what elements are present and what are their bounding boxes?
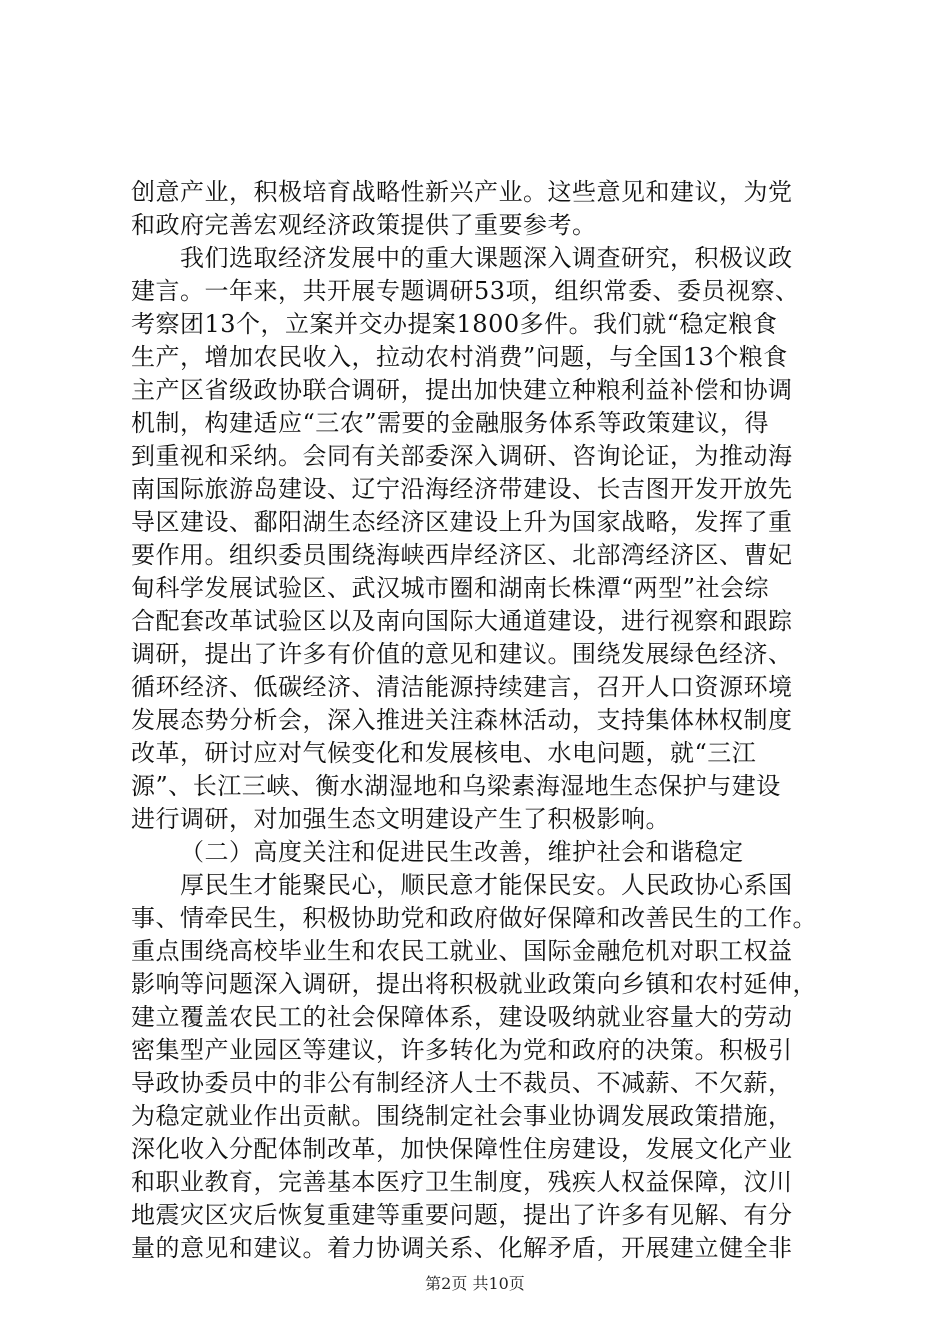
- section-heading: （二）高度关注和促进民生改善，维护社会和谐稳定: [180, 838, 744, 866]
- text-line: 深化收入分配体制改革，加快保障性住房建设，发展文化产业: [131, 1135, 793, 1163]
- text-line: 循环经济、低碳经济、清洁能源持续建言，召开人口资源环境: [131, 673, 793, 701]
- text-line: 合配套改革试验区以及南向国际大通道建设，进行视察和跟踪: [131, 607, 793, 635]
- text-line: 建立覆盖农民工的社会保障体系，建设吸纳就业容量大的劳动: [131, 1003, 793, 1031]
- text-line: 考察团13个，立案并交办提案1800多件。我们就“稳定粮食: [131, 310, 778, 338]
- text-line: 源”、长江三峡、衡水湖湿地和乌梁素海湿地生态保护与建设: [131, 772, 781, 800]
- text-line: 和职业教育，完善基本医疗卫生制度，残疾人权益保障，汶川: [131, 1168, 793, 1196]
- text-line: 导政协委员中的非公有制经济人士不裁员、不减薪、不欠薪，: [131, 1069, 793, 1097]
- text-line: 生产，增加农民收入，拉动农村消费”问题，与全国13个粮食: [131, 343, 788, 371]
- text-line: 改革，研讨应对气候变化和发展核电、水电问题，就“三江: [131, 739, 757, 767]
- text-line: 主产区省级政协联合调研，提出加快建立种粮利益补偿和协调: [131, 376, 793, 404]
- text-line: 量的意见和建议。着力协调关系、化解矛盾，开展建立健全非: [131, 1234, 793, 1262]
- text-line: 到重视和采纳。会同有关部委深入调研、咨询论证，为推动海: [131, 442, 793, 470]
- page-footer: 第2页 共10页: [425, 1274, 525, 1293]
- text-line: 重点围绕高校毕业生和农民工就业、国际金融危机对职工权益: [131, 937, 793, 965]
- text-line: 事、情牵民生，积极协助党和政府做好保障和改善民生的工作。: [131, 904, 817, 932]
- text-line: 为稳定就业作出贡献。围绕制定社会事业协调发展政策措施，: [131, 1102, 793, 1130]
- text-line: 甸科学发展试验区、武汉城市圈和湖南长株潭“两型”社会综: [131, 574, 770, 602]
- text-line: 影响等问题深入调研，提出将积极就业政策向乡镇和农村延伸，: [131, 970, 817, 998]
- text-line: 调研，提出了许多有价值的意见和建议。围绕发展绿色经济、: [131, 640, 793, 668]
- text-line: 要作用。组织委员围绕海峡西岸经济区、北部湾经济区、曹妃: [131, 541, 793, 569]
- text-line: 地震灾区灾后恢复重建等重要问题，提出了许多有见解、有分: [131, 1201, 793, 1229]
- paragraph-first-line: 我们选取经济发展中的重大课题深入调查研究，积极议政: [180, 244, 793, 272]
- paragraph-first-line: 厚民生才能聚民心，顺民意才能保民安。人民政协心系国: [180, 871, 793, 899]
- text-line: 建言。一年来，共开展专题调研53项，组织常委、委员视察、: [131, 277, 800, 305]
- text-line: 进行调研，对加强生态文明建设产生了积极影响。: [131, 805, 670, 833]
- text-line: 南国际旅游岛建设、辽宁沿海经济带建设、长吉图开发开放先: [131, 475, 793, 503]
- text-line: 密集型产业园区等建议，许多转化为党和政府的决策。积极引: [131, 1036, 793, 1064]
- text-line: 导区建设、鄱阳湖生态经济区建设上升为国家战略，发挥了重: [131, 508, 793, 536]
- text-line: 创意产业，积极培育战略性新兴产业。这些意见和建议，为党: [131, 178, 793, 206]
- text-line: 机制，构建适应“三农”需要的金融服务体系等政策建议，得: [131, 409, 770, 437]
- text-line: 和政府完善宏观经济政策提供了重要参考。: [131, 211, 597, 239]
- text-line: 发展态势分析会，深入推进关注森林活动，支持集体林权制度: [131, 706, 793, 734]
